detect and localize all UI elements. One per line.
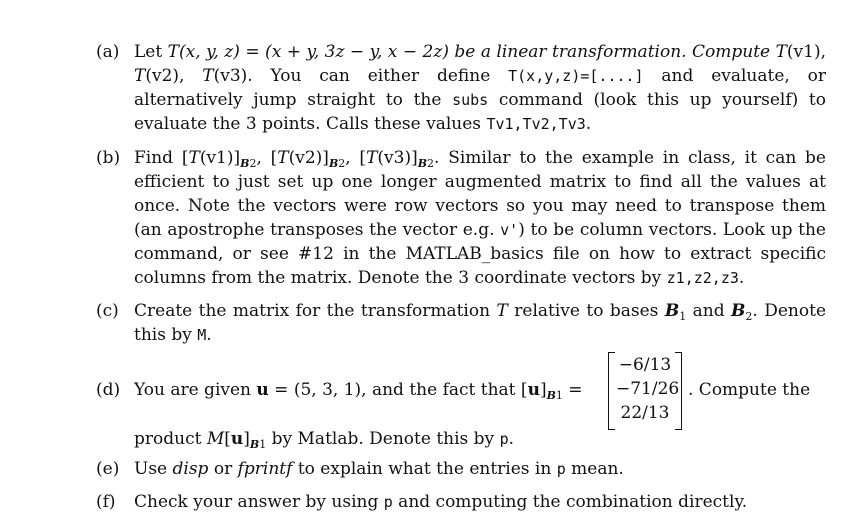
coordinate-vector-matrix bbox=[608, 350, 682, 430]
part-e-label: (e) bbox=[96, 459, 120, 479]
part-c-text: Create the matrix for the transformation T relative to bases $B_1$ and $B_2$. Denote this by M. bbox=[134, 301, 827, 345]
part-e bbox=[96, 457, 826, 481]
matrix-entry-3: 22/13 bbox=[620, 403, 670, 423]
matrix-entry-1: −6/13 bbox=[618, 355, 672, 375]
part-d-line1: You are given u = (5, 3, 1), and the fact that $[u]_{B1}$ = bbox=[134, 380, 583, 402]
part-f-text: Check your answer by using p and computing the combination directly. bbox=[134, 492, 748, 512]
part-d-line2: product $M[u]_{B1}$ by Matlab. Denote this by p. bbox=[134, 429, 515, 451]
part-b bbox=[96, 146, 826, 290]
code-apostrophe: v' bbox=[500, 221, 519, 239]
code-p: p bbox=[499, 430, 509, 448]
matrix-entry-2: −71/26 bbox=[616, 379, 680, 399]
code-z-vectors: z1,z2,z3 bbox=[666, 269, 739, 287]
part-d-line1-end: . Compute the bbox=[688, 380, 811, 400]
part-c bbox=[96, 299, 826, 347]
part-f bbox=[96, 490, 826, 514]
matrix-left-bracket bbox=[608, 352, 615, 430]
code-m: M bbox=[197, 326, 207, 344]
code-subs: subs bbox=[452, 91, 489, 109]
part-c-label: (c) bbox=[96, 301, 119, 321]
part-b-text: Find $[T(v1)]_{B2}$, $[T(v2)]_{B2}$, $[T(v3)]_{B2}$. Similar to the example in class, it can be efficient to just set up one longer augmented matrix to find all the values at once. Note the vectors were row vectors so you may need to transpose them (an apostrophe transposes the vector e.g. v') to be column vectors. Look up the command, or see #12 in the MATLAB_basics file on how to extract specific columns from the matrix. Denote the 3 coordinate vectors by z1,z2,z3. bbox=[134, 148, 826, 288]
part-d-label: (d) bbox=[96, 380, 121, 400]
code-tv-values: Tv1,Tv2,Tv3 bbox=[486, 115, 586, 133]
part-a-text: Let T(x, y, z) = (x + y, 3z − y, x − 2z) be a linear transformation. Compute T(v1), T(v2), T(v3). You can either define T(x,y,z)=[....] and evaluate, or alternatively jump straight to the subs command (look this up yourself) to evaluate the 3 points. Calls these values Tv1,Tv2,Tv3. bbox=[134, 42, 826, 134]
part-a-label: (a) bbox=[96, 42, 120, 62]
part-d bbox=[96, 350, 836, 430]
part-e-text: Use disp or fprintf to explain what the entries in p mean. bbox=[134, 459, 624, 479]
part-f-label: (f) bbox=[96, 492, 116, 512]
part-a bbox=[96, 40, 826, 136]
code-t-definition: T(x,y,z)=[....] bbox=[508, 67, 644, 85]
matrix-right-bracket bbox=[675, 352, 682, 430]
part-b-label: (b) bbox=[96, 148, 121, 168]
